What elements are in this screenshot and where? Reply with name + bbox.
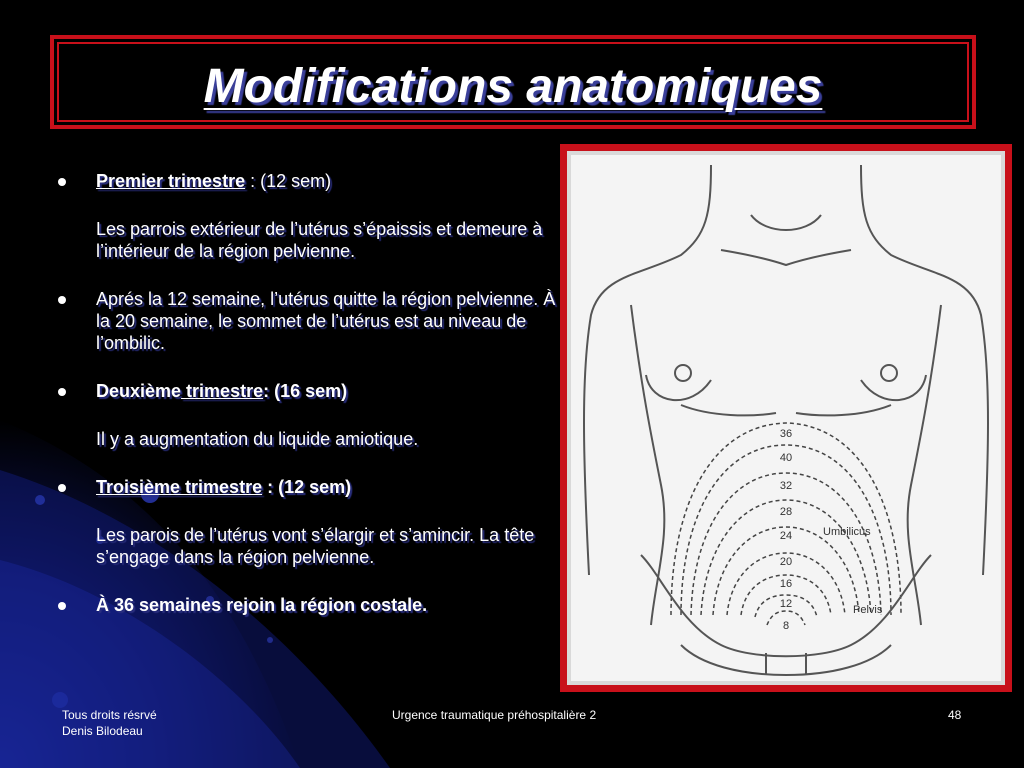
week-label-24: 24 (779, 530, 793, 542)
page-number: 48 (948, 708, 962, 722)
bullet-dot-icon (58, 484, 66, 492)
week-label-40: 40 (779, 452, 793, 464)
bullet-item-2 (58, 288, 558, 354)
bullet-5-text: À 36 semaines rejoin la région costale. (96, 595, 428, 615)
week-label-20: 20 (779, 556, 793, 568)
bullet-1-rest: : (12 sem) (245, 171, 332, 191)
footer-copyright (62, 707, 157, 739)
week-label-32: 32 (779, 480, 793, 492)
bullet-1-label: Premier trimestre (96, 171, 246, 191)
bullet-3-rest: : (16 sem) (263, 381, 348, 401)
bullet-1-detail: Les parrois extérieur de l’utérus s’épaissis et demeure à l’intérieur de la région pelvienne. (96, 219, 543, 261)
bullet-dot-icon (58, 602, 66, 610)
footer-copyright-line1: Tous droits résrvé (62, 708, 157, 722)
week-label-16: 16 (779, 578, 793, 590)
slide-title: Modifications anatomiques (203, 60, 823, 113)
bullet-3-label: trimestre (181, 381, 264, 401)
footer-author: Denis Bilodeau (62, 724, 143, 738)
footer-course-title: Urgence traumatique préhospitalière 2 (392, 708, 597, 722)
week-label-28: 28 (779, 506, 793, 518)
bullet-item-5 (58, 594, 558, 616)
bullet-dot-icon (58, 178, 66, 186)
bullet-3-detail: Il y a augmentation du liquide amiotique. (96, 429, 419, 449)
bullet-4-label: Troisième trimestre (96, 477, 263, 497)
bullet-2-text: Aprés la 12 semaine, l’utérus quitte la région pelvienne. À la 20 semaine, le sommet de l’utérus est au niveau de l’ombilic. (96, 289, 556, 353)
bullet-4-detail: Les parois de l’utérus vont s’élargir et s’amincir. La tête s’engage dans la région pelvienne. (96, 525, 535, 567)
week-label-12: 12 (779, 598, 793, 610)
umbilicus-label: Umbilicus (823, 526, 871, 538)
title-frame (50, 35, 976, 129)
bullet-item-3 (58, 380, 558, 402)
bullet-item-4 (58, 476, 558, 498)
week-label-36: 36 (779, 428, 793, 440)
bullet-item-1 (58, 170, 558, 192)
bullet-dot-icon (58, 296, 66, 304)
figure-frame (560, 144, 1012, 692)
bullet-4-rest: : (12 sem) (262, 477, 352, 497)
pelvis-label: Pelvis (853, 604, 883, 616)
week-label-8: 8 (782, 620, 790, 632)
uterus-growth-diagram (571, 155, 1001, 681)
bullet-3-prefix: Deuxième (96, 381, 182, 401)
bullet-dot-icon (58, 388, 66, 396)
slide-content (58, 170, 558, 642)
